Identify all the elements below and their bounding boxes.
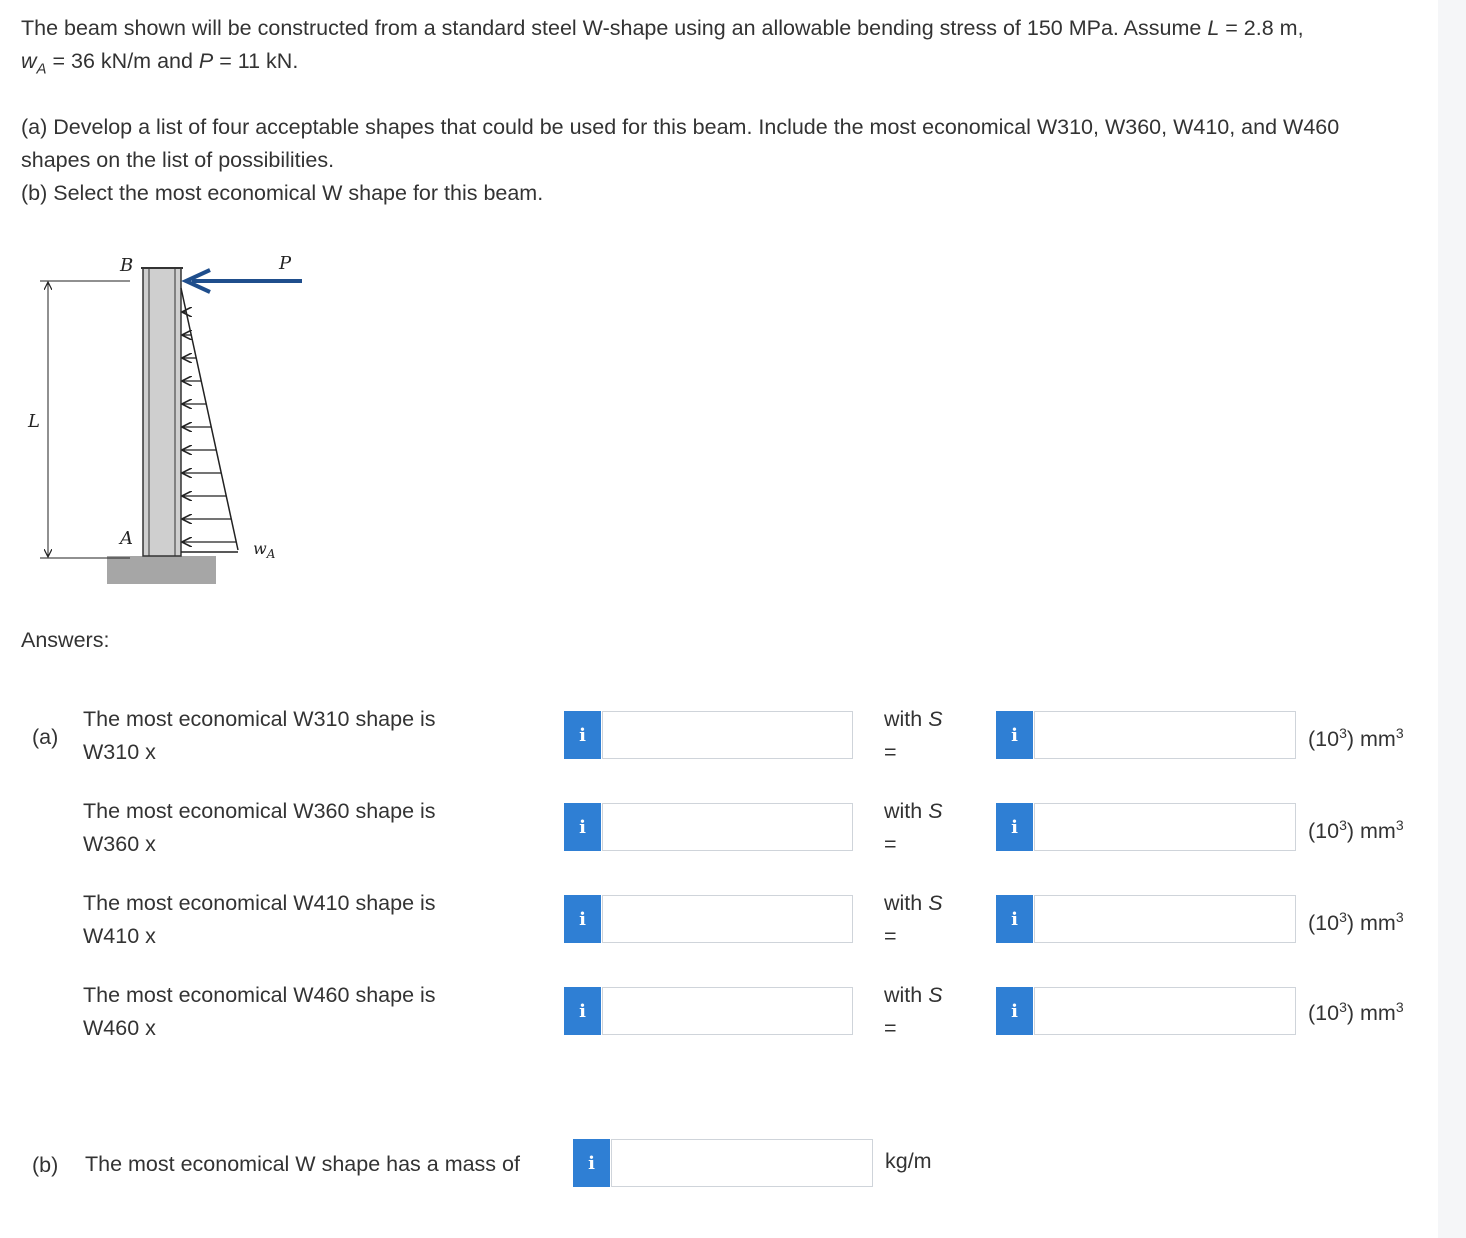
symbol-w-subscript: A [36,60,47,78]
row-w460-label [83,979,436,1045]
label-B: B [120,255,134,276]
mass-input[interactable] [611,1139,873,1187]
problem-line2: = 36 kN/m and [46,49,199,73]
ground-support [107,556,216,584]
w460-s-info-button[interactable]: i [996,987,1033,1035]
w310-s-unit: $(10^3)$ $mm^3$ [1308,725,1404,752]
part-b-text: The most economical W shape has a mass of [85,1152,520,1176]
w410-s-info-button[interactable]: i [996,895,1033,943]
w360-s-info-button[interactable]: i [996,803,1033,851]
w410-shape-info-button[interactable]: i [564,895,601,943]
row-w360-line1: The most economical W360 shape is [83,799,436,823]
mass-info-button[interactable]: i [573,1139,610,1187]
row-w360-line2: W360 x [83,832,156,856]
problem-part-b: (b) Select the most economical W shape for this beam. [21,181,544,205]
w360-shape-input[interactable] [602,803,853,851]
w360-with-s: with S = [884,799,943,856]
mass-unit: kg/m [885,1149,932,1173]
w460-shape-info-button[interactable]: i [564,987,601,1035]
row-w410-line2: W410 x [83,924,156,948]
w310-shape-input[interactable] [602,711,853,759]
w310-shape-info-button[interactable]: i [564,711,601,759]
right-margin [1438,0,1466,1238]
part-a-label: (a) [32,725,59,749]
w310-s-input[interactable] [1034,711,1296,759]
label-A: A [120,528,133,549]
w410-shape-input[interactable] [602,895,853,943]
symbol-w: w [21,49,37,73]
row-w310-label [83,703,436,769]
problem-line2-end: = 11 kN. [213,49,299,73]
problem-statement [21,12,1421,85]
w460-s-unit: $(10^3)$ $mm^3$ [1308,999,1404,1026]
row-w410-line1: The most economical W410 shape is [83,891,436,915]
symbol-L: L [1207,16,1220,40]
row-w410-label [83,887,436,953]
beam-diagram [20,240,320,600]
answers-label: Answers: [21,628,110,652]
problem-line1-end: = 2.8 m, [1219,16,1304,40]
w360-s-unit: $(10^3)$ $mm^3$ [1308,817,1404,844]
symbol-P: P [198,49,214,73]
row-w360-label [83,795,436,861]
w460-s-input[interactable] [1034,987,1296,1035]
row-w460-line1: The most economical W460 shape is [83,983,436,1007]
w460-with-s: with S = [884,983,943,1040]
row-w460-line2: W460 x [83,1016,156,1040]
w410-s-unit: $(10^3)$ $mm^3$ [1308,909,1404,936]
label-P: P [279,253,292,274]
row-w310-line2: W310 x [83,740,156,764]
problem-part-a: (a) Develop a list of four acceptable shapes that could be used for this beam. Include the most economical W310, W360, W410, and W460 shapes on the list of possibilities. [21,115,1340,172]
w410-with-s: with S = [884,891,943,948]
w310-with-s: with S = [884,707,943,764]
label-wA: $w_A$ [253,539,276,561]
w360-s-input[interactable] [1034,803,1296,851]
w460-shape-input[interactable] [602,987,853,1035]
label-L: L [28,411,40,432]
w360-shape-info-button[interactable]: i [564,803,601,851]
w410-s-input[interactable] [1034,895,1296,943]
part-b-label: (b) [32,1153,59,1177]
problem-line1: The beam shown will be constructed from a standard steel W-shape using an allowable bending stress of 150 MPa. Assume [21,16,1208,40]
w310-s-info-button[interactable]: i [996,711,1033,759]
row-w310-line1: The most economical W310 shape is [83,707,436,731]
